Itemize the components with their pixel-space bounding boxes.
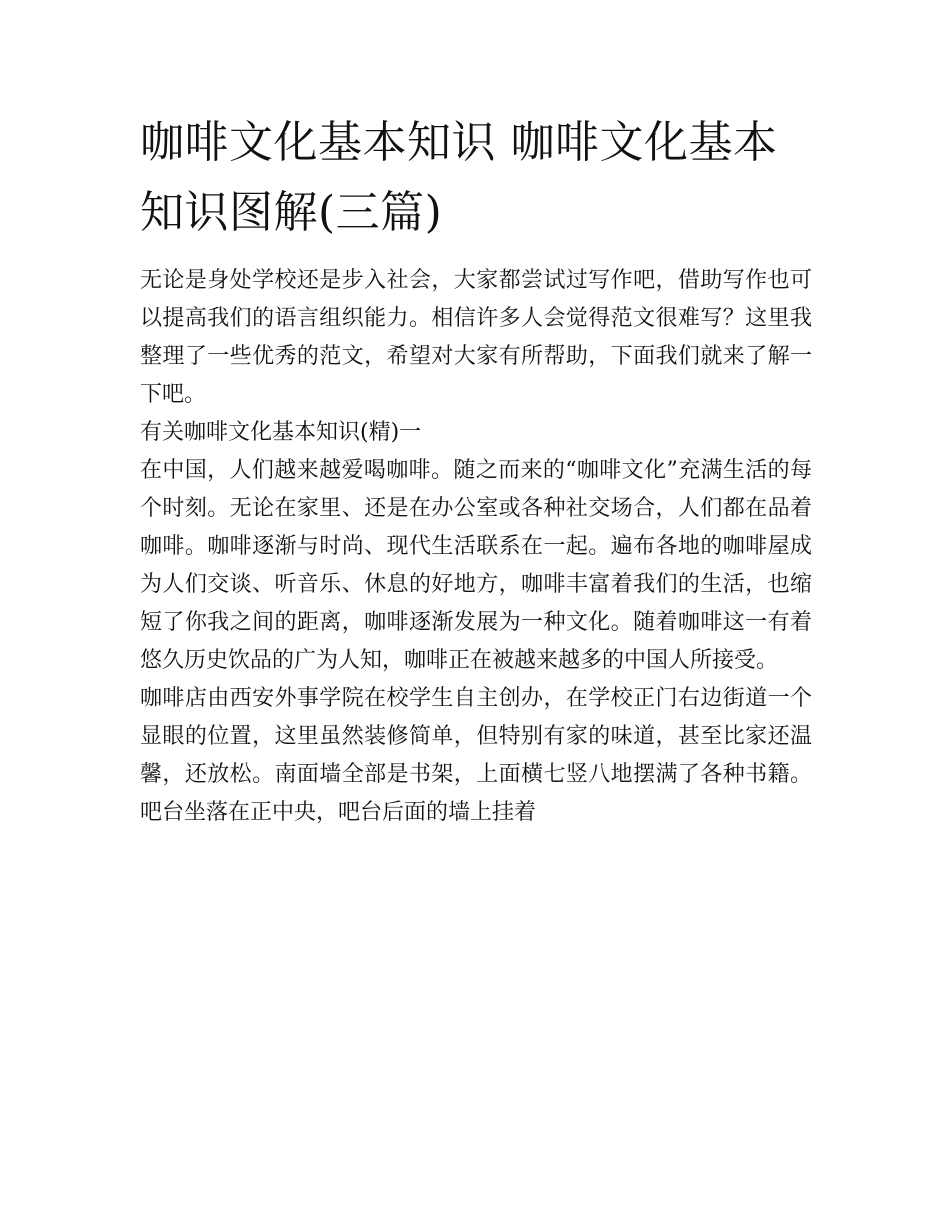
intro-paragraph: 无论是身处学校还是步入社会，大家都尝试过写作吧，借助写作也可以提高我们的语言组织能力。相信许多人会觉得范文很难写？这里我整理了一些优秀的范文，希望对大家有所帮助，下面我们就来了解一下吧。 — [140, 268, 812, 407]
document-title: 咖啡文化基本知识 咖啡文化基本知识图解(三篇) — [140, 117, 778, 238]
body-paragraph-1: 在中国，人们越来越爱喝咖啡。随之而来的“咖啡文化”充满生活的每个时刻。无论在家里、还是在办公室或各种社交场合，人们都在品着咖啡。咖啡逐渐与时尚、现代生活联系在一起。遍布各地的咖啡屋成为人们交谈、听音乐、休息的好地方，咖啡丰富着我们的生活，也缩短了你我之间的距离，咖啡逐渐发展为一种文化。随着咖啡这一有着悠久历史饮品的广为人知，咖啡正在被越来越多的中国人所接受。 — [140, 458, 812, 673]
body-paragraph-2: 咖啡店由西安外事学院在校学生自主创办，在学校正门右边街道一个显眼的位置，这里虽然装修简单，但特别有家的味道，甚至比家还温馨，还放松。南面墙全部是书架，上面横七竖八地摆满了各种书籍。吧台坐落在正中央，吧台后面的墙上挂着 — [140, 686, 812, 825]
section-heading: 有关咖啡文化基本知识(精)一 — [140, 420, 422, 445]
